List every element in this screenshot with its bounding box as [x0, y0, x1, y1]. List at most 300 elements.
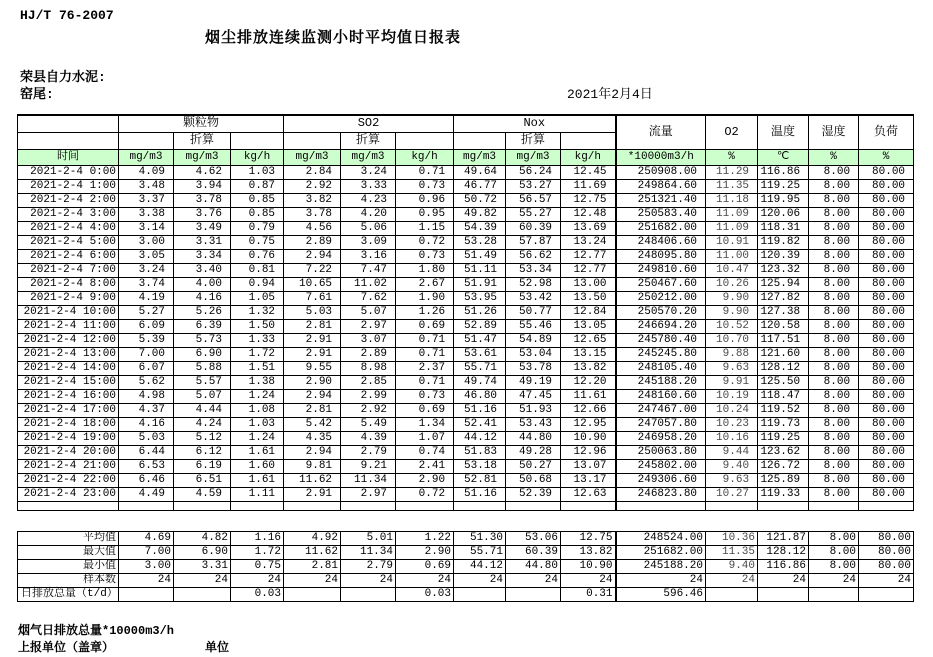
table-cell: 12.66	[561, 403, 616, 417]
blank-cell	[454, 501, 506, 510]
table-cell: 2.41	[396, 459, 454, 473]
summary-row	[18, 560, 914, 574]
table-cell: 246958.20	[616, 431, 706, 445]
table-cell: 24	[561, 574, 616, 588]
daily-total-label: 日排放总量（t/d）	[18, 588, 119, 602]
table-cell: 10.90	[561, 560, 616, 574]
table-cell: 24	[341, 574, 396, 588]
table-cell: 8.00	[809, 165, 859, 179]
table-cell: 11.00	[706, 249, 758, 263]
table-cell: 5.42	[284, 417, 341, 431]
table-cell: 0.71	[396, 375, 454, 389]
row-time: 2021-2-4 12:00	[18, 333, 119, 347]
table-cell	[758, 588, 809, 602]
table-cell: 3.76	[174, 207, 231, 221]
table-cell: 5.27	[119, 305, 174, 319]
row-time: 2021-2-4 3:00	[18, 207, 119, 221]
table-cell: 8.00	[809, 305, 859, 319]
station-name: 窑尾:	[20, 87, 54, 102]
table-cell: 2.94	[284, 389, 341, 403]
table-cell: 80.00	[859, 207, 914, 221]
table-cell: 1.38	[231, 375, 284, 389]
table-cell: 5.73	[174, 333, 231, 347]
table-cell: 6.39	[174, 319, 231, 333]
table-cell: 44.12	[454, 560, 506, 574]
row-time: 2021-2-4 13:00	[18, 347, 119, 361]
table-cell: 4.23	[341, 193, 396, 207]
daily-total-row	[18, 588, 914, 602]
header-group-particulate: 颗粒物	[119, 115, 284, 132]
table-cell: 9.40	[706, 459, 758, 473]
table-cell: 4.19	[119, 291, 174, 305]
table-cell: 3.14	[119, 221, 174, 235]
unit-cell: %	[706, 149, 758, 165]
table-cell: 24	[454, 574, 506, 588]
table-cell: 120.39	[758, 249, 809, 263]
table-cell: 8.00	[809, 487, 859, 501]
blank-cell	[396, 501, 454, 510]
header-empty-cell	[561, 132, 616, 149]
table-cell: 125.50	[758, 375, 809, 389]
header-empty-cell	[18, 132, 119, 149]
table-cell: 4.44	[174, 403, 231, 417]
report-title: 烟尘排放连续监测小时平均值日报表	[205, 30, 462, 47]
table-cell: 123.62	[758, 445, 809, 459]
table-row	[18, 207, 914, 221]
table-cell: 80.00	[859, 445, 914, 459]
table-cell: 2.91	[284, 333, 341, 347]
unit-cell: mg/m3	[341, 149, 396, 165]
table-cell: 4.39	[341, 431, 396, 445]
table-cell: 10.70	[706, 333, 758, 347]
table-cell: 13.00	[561, 277, 616, 291]
unit-cell: kg/h	[561, 149, 616, 165]
table-cell: 2.97	[341, 487, 396, 501]
table-cell: 127.38	[758, 305, 809, 319]
table-cell: 2.84	[284, 165, 341, 179]
table-cell: 3.24	[119, 263, 174, 277]
table-cell: 9.63	[706, 473, 758, 487]
table-cell: 11.62	[284, 473, 341, 487]
table-cell: 1.08	[231, 403, 284, 417]
table-cell: 251321.40	[616, 193, 706, 207]
table-cell: 1.11	[231, 487, 284, 501]
table-cell: 10.47	[706, 263, 758, 277]
table-cell	[119, 588, 174, 602]
table-cell: 5.62	[119, 375, 174, 389]
table-cell: 24	[174, 574, 231, 588]
row-time: 2021-2-4 1:00	[18, 179, 119, 193]
table-row	[18, 361, 914, 375]
table-cell: 2.92	[284, 179, 341, 193]
table-cell: 0.79	[231, 221, 284, 235]
row-time: 2021-2-4 15:00	[18, 375, 119, 389]
table-cell: 51.91	[454, 277, 506, 291]
table-cell: 251682.00	[616, 546, 706, 560]
table-cell: 24	[231, 574, 284, 588]
table-cell: 10.24	[706, 403, 758, 417]
table-cell: 128.12	[758, 361, 809, 375]
table-cell: 248160.60	[616, 389, 706, 403]
summary-table	[17, 531, 914, 602]
unit-cell: mg/m3	[506, 149, 561, 165]
table-cell: 50.72	[454, 193, 506, 207]
table-cell: 80.00	[859, 179, 914, 193]
row-time: 2021-2-4 22:00	[18, 473, 119, 487]
table-cell: 2.67	[396, 277, 454, 291]
unit-cell: mg/m3	[454, 149, 506, 165]
table-cell: 250583.40	[616, 207, 706, 221]
table-cell: 80.00	[859, 291, 914, 305]
table-cell: 13.07	[561, 459, 616, 473]
table-cell	[454, 588, 506, 602]
row-time: 2021-2-4 6:00	[18, 249, 119, 263]
table-cell: 51.83	[454, 445, 506, 459]
table-cell: 1.33	[231, 333, 284, 347]
table-cell: 120.06	[758, 207, 809, 221]
row-time: 2021-2-4 4:00	[18, 221, 119, 235]
table-cell: 1.24	[231, 431, 284, 445]
table-cell: 121.87	[758, 532, 809, 546]
summary-row	[18, 532, 914, 546]
table-cell: 80.00	[859, 389, 914, 403]
header-empty-cell	[231, 132, 284, 149]
header-converted-so2: 折算	[341, 132, 396, 149]
table-cell: 80.00	[859, 560, 914, 574]
unit-cell: mg/m3	[174, 149, 231, 165]
table-cell: 80.00	[859, 193, 914, 207]
table-cell: 8.00	[809, 403, 859, 417]
row-time: 2021-2-4 10:00	[18, 305, 119, 319]
unit-cell: %	[809, 149, 859, 165]
table-cell: 8.00	[809, 389, 859, 403]
table-row	[18, 431, 914, 445]
table-cell: 119.95	[758, 193, 809, 207]
table-cell: 11.34	[341, 546, 396, 560]
table-cell: 4.16	[174, 291, 231, 305]
table-cell: 8.00	[809, 221, 859, 235]
table-cell	[284, 588, 341, 602]
table-cell: 13.24	[561, 235, 616, 249]
unit-label: 单位	[205, 641, 230, 655]
table-cell: 6.53	[119, 459, 174, 473]
table-cell: 12.95	[561, 417, 616, 431]
table-cell: 53.34	[506, 263, 561, 277]
table-cell: 5.49	[341, 417, 396, 431]
table-cell: 2.90	[396, 546, 454, 560]
table-cell: 80.00	[859, 333, 914, 347]
table-cell: 24	[706, 574, 758, 588]
row-time: 2021-2-4 23:00	[18, 487, 119, 501]
header-converted-particulate: 折算	[174, 132, 231, 149]
table-cell: 13.05	[561, 319, 616, 333]
table-cell: 4.59	[174, 487, 231, 501]
table-cell: 123.32	[758, 263, 809, 277]
table-cell: 2.79	[341, 560, 396, 574]
table-cell: 117.51	[758, 333, 809, 347]
table-cell: 80.00	[859, 277, 914, 291]
table-cell: 1.60	[231, 459, 284, 473]
table-cell: 0.96	[396, 193, 454, 207]
table-cell: 80.00	[859, 546, 914, 560]
table-cell: 2.81	[284, 403, 341, 417]
table-cell: 80.00	[859, 473, 914, 487]
table-cell: 80.00	[859, 263, 914, 277]
table-cell: 53.61	[454, 347, 506, 361]
table-row	[18, 221, 914, 235]
table-row	[18, 473, 914, 487]
table-cell: 52.81	[454, 473, 506, 487]
table-cell: 53.78	[506, 361, 561, 375]
table-cell: 53.04	[506, 347, 561, 361]
table-cell: 2.37	[396, 361, 454, 375]
table-cell: 2.90	[284, 375, 341, 389]
table-cell: 245780.40	[616, 333, 706, 347]
unit-cell: mg/m3	[119, 149, 174, 165]
table-cell: 12.63	[561, 487, 616, 501]
table-cell: 6.19	[174, 459, 231, 473]
table-cell: 7.47	[341, 263, 396, 277]
table-cell: 6.90	[174, 347, 231, 361]
table-cell: 51.47	[454, 333, 506, 347]
table-cell: 13.50	[561, 291, 616, 305]
header-time: 时间	[18, 149, 119, 165]
table-cell: 60.39	[506, 546, 561, 560]
table-cell: 2.89	[284, 235, 341, 249]
table-cell: 9.88	[706, 347, 758, 361]
table-cell: 250570.20	[616, 305, 706, 319]
table-cell: 56.24	[506, 165, 561, 179]
row-time: 2021-2-4 20:00	[18, 445, 119, 459]
table-cell: 8.00	[809, 560, 859, 574]
table-cell: 10.65	[284, 277, 341, 291]
blank-cell	[809, 501, 859, 510]
table-cell: 51.93	[506, 403, 561, 417]
company-name: 荣县自力水泥:	[20, 70, 106, 85]
table-cell: 80.00	[859, 431, 914, 445]
table-row	[18, 305, 914, 319]
table-cell: 6.09	[119, 319, 174, 333]
table-cell: 0.76	[231, 249, 284, 263]
table-cell: 1.05	[231, 291, 284, 305]
blank-cell	[758, 501, 809, 510]
table-cell: 10.19	[706, 389, 758, 403]
table-cell	[341, 588, 396, 602]
table-cell: 5.06	[341, 221, 396, 235]
row-time: 2021-2-4 2:00	[18, 193, 119, 207]
table-cell: 3.49	[174, 221, 231, 235]
table-cell: 247467.00	[616, 403, 706, 417]
table-cell: 11.29	[706, 165, 758, 179]
table-cell: 8.00	[809, 319, 859, 333]
table-cell: 1.24	[231, 389, 284, 403]
table-cell: 24	[506, 574, 561, 588]
table-cell: 0.85	[231, 207, 284, 221]
table-cell: 49.28	[506, 445, 561, 459]
table-cell: 4.92	[284, 532, 341, 546]
blank-cell	[284, 501, 341, 510]
table-cell: 24	[396, 574, 454, 588]
report-date: 2021年2月4日	[567, 87, 653, 102]
blank-cell	[561, 501, 616, 510]
table-cell: 53.28	[454, 235, 506, 249]
table-cell: 2.79	[341, 445, 396, 459]
summary-rows	[18, 532, 914, 602]
table-cell: 121.60	[758, 347, 809, 361]
table-row	[18, 487, 914, 501]
table-cell: 3.78	[174, 193, 231, 207]
table-cell: 80.00	[859, 375, 914, 389]
table-cell: 1.07	[396, 431, 454, 445]
table-cell: 3.24	[341, 165, 396, 179]
table-cell: 4.62	[174, 165, 231, 179]
table-cell: 11.35	[706, 179, 758, 193]
unit-cell: kg/h	[231, 149, 284, 165]
table-cell: 8.00	[809, 417, 859, 431]
header-units-row	[18, 149, 914, 165]
table-cell: 247057.80	[616, 417, 706, 431]
table-cell: 245188.20	[616, 560, 706, 574]
table-cell	[706, 588, 758, 602]
table-cell: 1.90	[396, 291, 454, 305]
table-cell: 49.74	[454, 375, 506, 389]
table-cell: 54.39	[454, 221, 506, 235]
table-row	[18, 375, 914, 389]
table-cell: 46.80	[454, 389, 506, 403]
table-cell: 3.78	[284, 207, 341, 221]
blank-cell	[706, 501, 758, 510]
table-cell: 249810.60	[616, 263, 706, 277]
table-cell: 249306.60	[616, 473, 706, 487]
table-cell	[506, 588, 561, 602]
table-cell: 8.00	[809, 431, 859, 445]
table-cell: 3.94	[174, 179, 231, 193]
table-cell: 13.82	[561, 361, 616, 375]
table-cell: 118.31	[758, 221, 809, 235]
table-cell: 4.16	[119, 417, 174, 431]
table-cell: 3.40	[174, 263, 231, 277]
table-cell: 5.39	[119, 333, 174, 347]
table-row	[18, 235, 914, 249]
header-empty-cell	[396, 132, 454, 149]
unit-cell: ℃	[758, 149, 809, 165]
table-cell: 24	[758, 574, 809, 588]
table-cell: 50.77	[506, 305, 561, 319]
table-cell: 0.75	[231, 560, 284, 574]
header-empty-cell	[18, 115, 119, 132]
table-cell: 0.73	[396, 249, 454, 263]
table-cell: 13.15	[561, 347, 616, 361]
table-cell: 11.18	[706, 193, 758, 207]
table-cell: 0.71	[396, 347, 454, 361]
table-cell: 120.58	[758, 319, 809, 333]
table-cell: 8.00	[809, 249, 859, 263]
table-cell: 0.69	[396, 403, 454, 417]
table-cell: 9.81	[284, 459, 341, 473]
table-cell: 80.00	[859, 532, 914, 546]
table-cell: 11.09	[706, 221, 758, 235]
summary-label: 最小值	[18, 560, 119, 574]
table-cell: 53.06	[506, 532, 561, 546]
table-cell: 7.00	[119, 347, 174, 361]
table-cell: 44.12	[454, 431, 506, 445]
table-row	[18, 403, 914, 417]
table-cell: 9.90	[706, 291, 758, 305]
table-cell: 8.00	[809, 263, 859, 277]
table-cell: 10.90	[561, 431, 616, 445]
table-cell: 250063.80	[616, 445, 706, 459]
table-cell: 119.82	[758, 235, 809, 249]
table-cell: 10.26	[706, 277, 758, 291]
table-cell: 0.73	[396, 389, 454, 403]
table-cell: 12.75	[561, 532, 616, 546]
table-row	[18, 263, 914, 277]
table-cell: 52.98	[506, 277, 561, 291]
table-cell: 8.00	[809, 361, 859, 375]
table-row	[18, 445, 914, 459]
header-load: 负荷	[859, 115, 914, 149]
table-cell: 80.00	[859, 305, 914, 319]
table-cell: 50.27	[506, 459, 561, 473]
table-cell: 0.85	[231, 193, 284, 207]
table-cell: 2.81	[284, 560, 341, 574]
table-cell: 12.65	[561, 333, 616, 347]
table-cell: 52.39	[506, 487, 561, 501]
table-cell: 51.16	[454, 403, 506, 417]
table-cell: 126.72	[758, 459, 809, 473]
blank-row	[18, 501, 914, 510]
table-cell: 119.52	[758, 403, 809, 417]
table-cell: 8.00	[809, 333, 859, 347]
table-cell: 4.56	[284, 221, 341, 235]
table-cell: 5.12	[174, 431, 231, 445]
table-cell: 0.72	[396, 235, 454, 249]
row-time: 2021-2-4 0:00	[18, 165, 119, 179]
table-cell: 245245.80	[616, 347, 706, 361]
table-cell: 248406.60	[616, 235, 706, 249]
table-cell: 80.00	[859, 221, 914, 235]
table-row	[18, 319, 914, 333]
table-cell: 3.31	[174, 560, 231, 574]
table-cell: 55.46	[506, 319, 561, 333]
table-cell: 10.52	[706, 319, 758, 333]
table-cell: 11.69	[561, 179, 616, 193]
row-time: 2021-2-4 16:00	[18, 389, 119, 403]
header-empty-cell	[119, 132, 174, 149]
summary-label: 平均值	[18, 532, 119, 546]
table-cell: 3.82	[284, 193, 341, 207]
table-cell: 250212.00	[616, 291, 706, 305]
table-cell: 55.27	[506, 207, 561, 221]
table-cell: 4.82	[174, 532, 231, 546]
blank-cell	[859, 501, 914, 510]
table-cell: 11.35	[706, 546, 758, 560]
header-group-nox: Nox	[454, 115, 616, 132]
table-cell: 118.47	[758, 389, 809, 403]
table-cell: 3.09	[341, 235, 396, 249]
table-cell: 7.22	[284, 263, 341, 277]
row-time: 2021-2-4 19:00	[18, 431, 119, 445]
table-cell: 1.61	[231, 473, 284, 487]
table-cell: 5.07	[341, 305, 396, 319]
table-cell: 57.87	[506, 235, 561, 249]
table-cell: 4.69	[119, 532, 174, 546]
table-cell: 1.72	[231, 546, 284, 560]
blank-cell	[341, 501, 396, 510]
table-cell: 8.00	[809, 347, 859, 361]
table-cell: 116.86	[758, 165, 809, 179]
table-cell: 3.00	[119, 235, 174, 249]
